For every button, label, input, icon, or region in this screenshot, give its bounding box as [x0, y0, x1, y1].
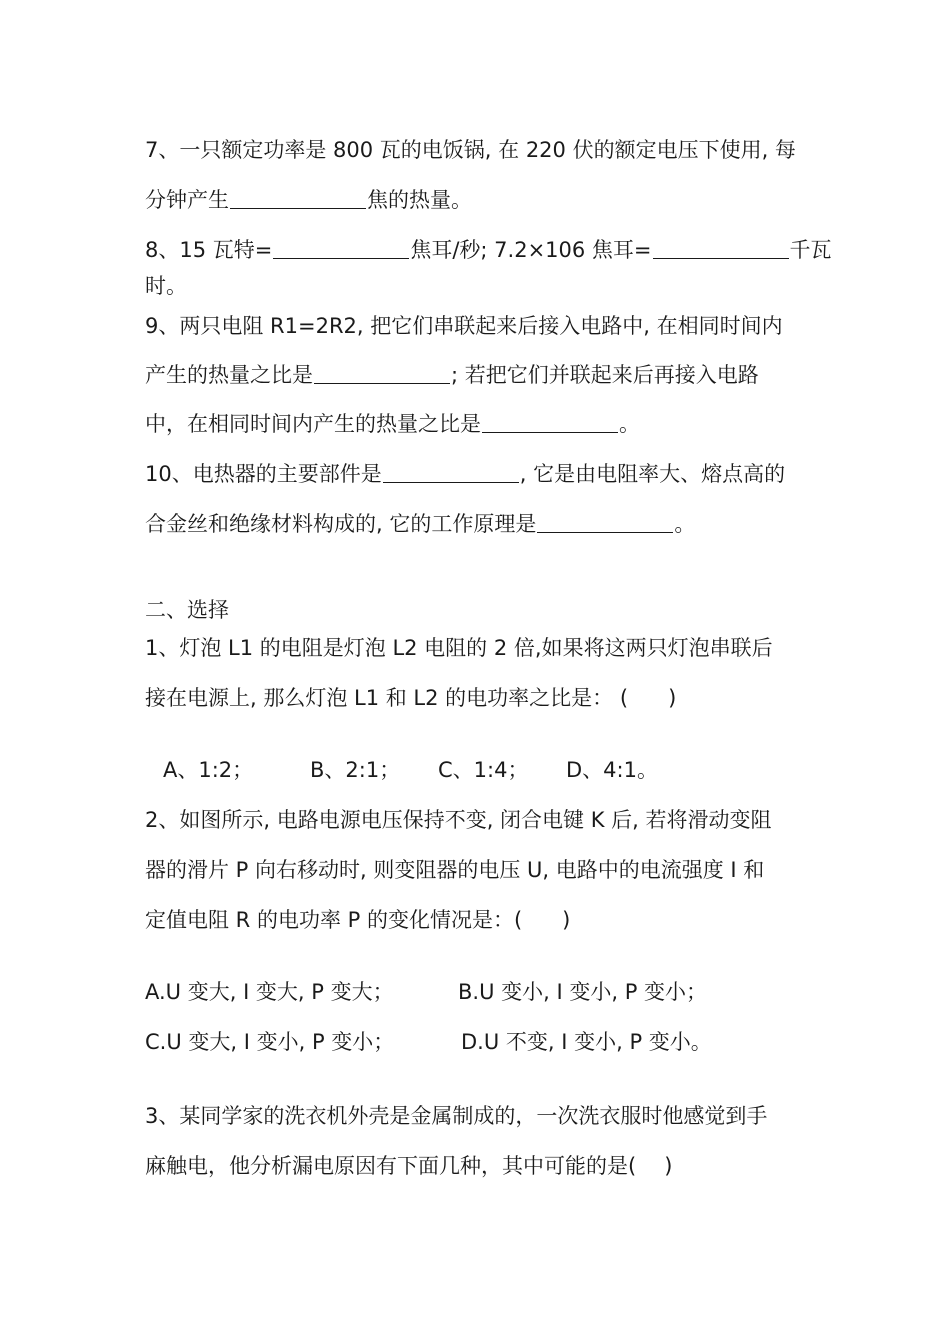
q10-line-1 [145, 460, 785, 488]
section-title-text: 二、选择 [145, 598, 229, 622]
c1-option-a-label: A、1:2； [163, 758, 254, 782]
q7-line-1 [145, 136, 796, 164]
q9-text-1: 9、两只电阻 R1=2R2, 把它们串联起来后接入电路中, 在相同时间内 [145, 314, 783, 338]
c2-line-1 [145, 806, 772, 834]
c1-paren-close: ) [668, 686, 677, 710]
c2-paren-open: ( [513, 908, 523, 932]
c1-option-c[interactable] [438, 756, 528, 784]
q9-text-3b: 。 [619, 412, 640, 436]
q9-line-3 [145, 410, 640, 438]
c2-option-d-label: D.U 不变, I 变小, P 变小。 [461, 1030, 712, 1054]
q8-text-1a: 8、15 瓦特= [145, 238, 273, 262]
c2-text-2: 器的滑片 P 向右移动时, 则变阻器的电压 U, 电路中的电流强度 I 和 [145, 858, 765, 882]
c2-option-a-label: A.U 变大, I 变大, P 变大； [145, 980, 394, 1004]
q9-line-2 [145, 361, 759, 389]
c2-paren-close: ) [562, 908, 571, 932]
c2-option-c-label: C.U 变大, I 变小, P 变小； [145, 1030, 395, 1054]
c2-text-1: 2、如图所示, 电路电源电压保持不变, 闭合电键 K 后, 若将滑动变阻 [145, 808, 772, 832]
c2-option-d[interactable] [461, 1028, 712, 1056]
q8-text-2: 时。 [145, 274, 187, 298]
c1-line-1 [145, 634, 773, 662]
q8-answer-blank-2[interactable] [653, 236, 789, 259]
c3-text-1: 3、某同学家的洗衣机外壳是金属制成的，一次洗衣服时他感觉到手 [145, 1104, 768, 1128]
q10-line-2 [145, 510, 695, 538]
q7-answer-blank[interactable] [230, 186, 366, 209]
q10-text-1b: , 它是由电阻率大、熔点高的 [519, 462, 786, 486]
q8-line-2 [145, 272, 187, 300]
q8-text-1b: 焦耳/秒; 7.2×106 焦耳= [410, 238, 652, 262]
c3-text-2: 麻触电，他分析漏电原因有下面几种，其中可能的是 [145, 1154, 628, 1178]
c3-paren-close: ) [664, 1154, 673, 1178]
c3-paren-open: ( [628, 1154, 637, 1178]
q10-text-1a: 10、电热器的主要部件是 [145, 462, 382, 486]
q8-line-1 [145, 236, 832, 264]
c2-option-c[interactable] [145, 1028, 394, 1056]
q9-answer-blank-1[interactable] [314, 361, 450, 384]
c2-line-3 [145, 906, 570, 934]
c2-text-3: 定值电阻 R 的电功率 P 的变化情况是： [145, 908, 514, 932]
q7-line-2 [145, 186, 472, 214]
q10-answer-blank-1[interactable] [383, 460, 519, 483]
c3-line-2 [145, 1152, 672, 1180]
c1-option-d[interactable] [566, 756, 658, 784]
q9-text-2a: 产生的热量之比是 [145, 363, 313, 387]
c1-option-c-label: C、1:4； [438, 758, 529, 782]
c3-line-1 [145, 1102, 767, 1130]
q10-text-2b: 。 [674, 512, 696, 536]
q9-answer-blank-2[interactable] [482, 410, 618, 433]
q7-text-2a: 分钟产生 [145, 188, 229, 212]
c1-option-b[interactable] [310, 756, 400, 784]
q10-answer-blank-2[interactable] [537, 510, 673, 533]
c1-text-1: 1、灯泡 L1 的电阻是灯泡 L2 电阻的 2 倍,如果将这两只灯泡串联后 [145, 636, 773, 660]
c1-paren-open: ( [619, 686, 629, 710]
c1-option-a[interactable] [163, 756, 253, 784]
q7-text-2b: 焦的热量。 [367, 188, 472, 212]
q10-text-2a: 合金丝和绝缘材料构成的, 它的工作原理是 [145, 512, 537, 536]
c2-option-b[interactable] [458, 978, 707, 1006]
c1-option-b-label: B、2:1； [310, 758, 401, 782]
c1-line-2 [145, 684, 676, 712]
c1-text-2: 接在电源上, 那么灯泡 L1 和 L2 的电功率之比是： [145, 686, 614, 710]
c2-option-b-label: B.U 变小, I 变小, P 变小； [458, 980, 708, 1004]
q9-text-3a: 中，在相同时间内产生的热量之比是 [145, 412, 481, 436]
c2-option-a[interactable] [145, 978, 394, 1006]
section-title [145, 596, 229, 624]
q9-line-1 [145, 312, 783, 340]
c1-option-d-label: D、4:1。 [566, 758, 658, 782]
q9-text-2b: ; 若把它们并联起来后再接入电路 [451, 363, 759, 387]
q8-answer-blank-1[interactable] [273, 236, 409, 259]
c2-line-2 [145, 856, 764, 884]
q7-text-1: 7、一只额定功率是 800 瓦的电饭锅, 在 220 伏的额定电压下使用, 每 [145, 138, 796, 162]
q8-text-1c: 千瓦 [789, 238, 832, 262]
